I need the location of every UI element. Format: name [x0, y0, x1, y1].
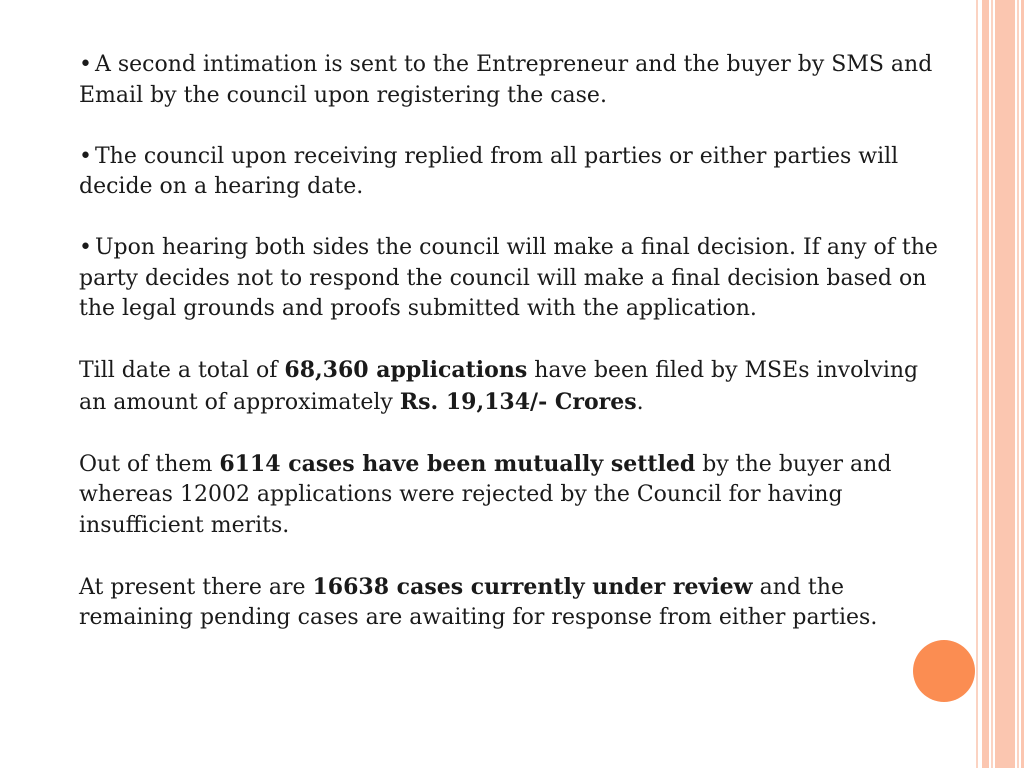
decorative-stripe — [995, 0, 1015, 768]
review-count: 16638 cases currently under review — [312, 573, 753, 600]
bullet-icon: • — [79, 143, 92, 169]
decorative-stripe — [982, 0, 989, 768]
bullet-item-2 — [79, 142, 949, 203]
text: and the remaining pending cases are awaiting for response from either parties. — [79, 574, 878, 630]
decorative-circle-icon — [913, 640, 975, 702]
decorative-stripe — [991, 0, 993, 768]
text: . — [636, 389, 644, 415]
decorative-stripe — [976, 0, 978, 768]
text: At present there are — [79, 574, 313, 600]
amount-value: Rs. 19,134/- Crores — [399, 388, 637, 415]
bullet-icon: • — [79, 52, 92, 77]
text: Out of them — [79, 451, 220, 477]
text: by the buyer and whereas 12002 applications were rejected by the Council for having insufficient merits. — [79, 451, 892, 538]
bullet-item-3 — [79, 233, 949, 325]
decorative-stripe — [1017, 0, 1019, 768]
bullet-text: A second intimation is sent to the Entrepreneur and the buyer by SMS and Email by the council upon registering the case. — [79, 52, 933, 108]
bullet-icon: • — [79, 235, 92, 260]
slide-body — [79, 50, 949, 664]
text: have been filed by MSEs involving an amount of approximately — [79, 358, 919, 415]
bullet-text: Upon hearing both sides the council will make a final decision. If any of the party decides not to respond the council will make a final decision based on the legal grounds and proofs submitted with the application. — [79, 235, 938, 321]
applications-count: 68,360 applications — [284, 357, 528, 383]
text: Till date a total of — [79, 358, 285, 383]
stats-paragraph-settled — [79, 449, 949, 542]
stats-paragraph-applications — [79, 355, 949, 418]
bullet-text: The council upon receiving replied from all parties or either parties will decide on a hearing date. — [79, 143, 899, 199]
settled-count: 6114 cases have been mutually settled — [219, 450, 696, 477]
stats-paragraph-review — [79, 572, 949, 634]
bullet-item-1 — [79, 50, 949, 111]
